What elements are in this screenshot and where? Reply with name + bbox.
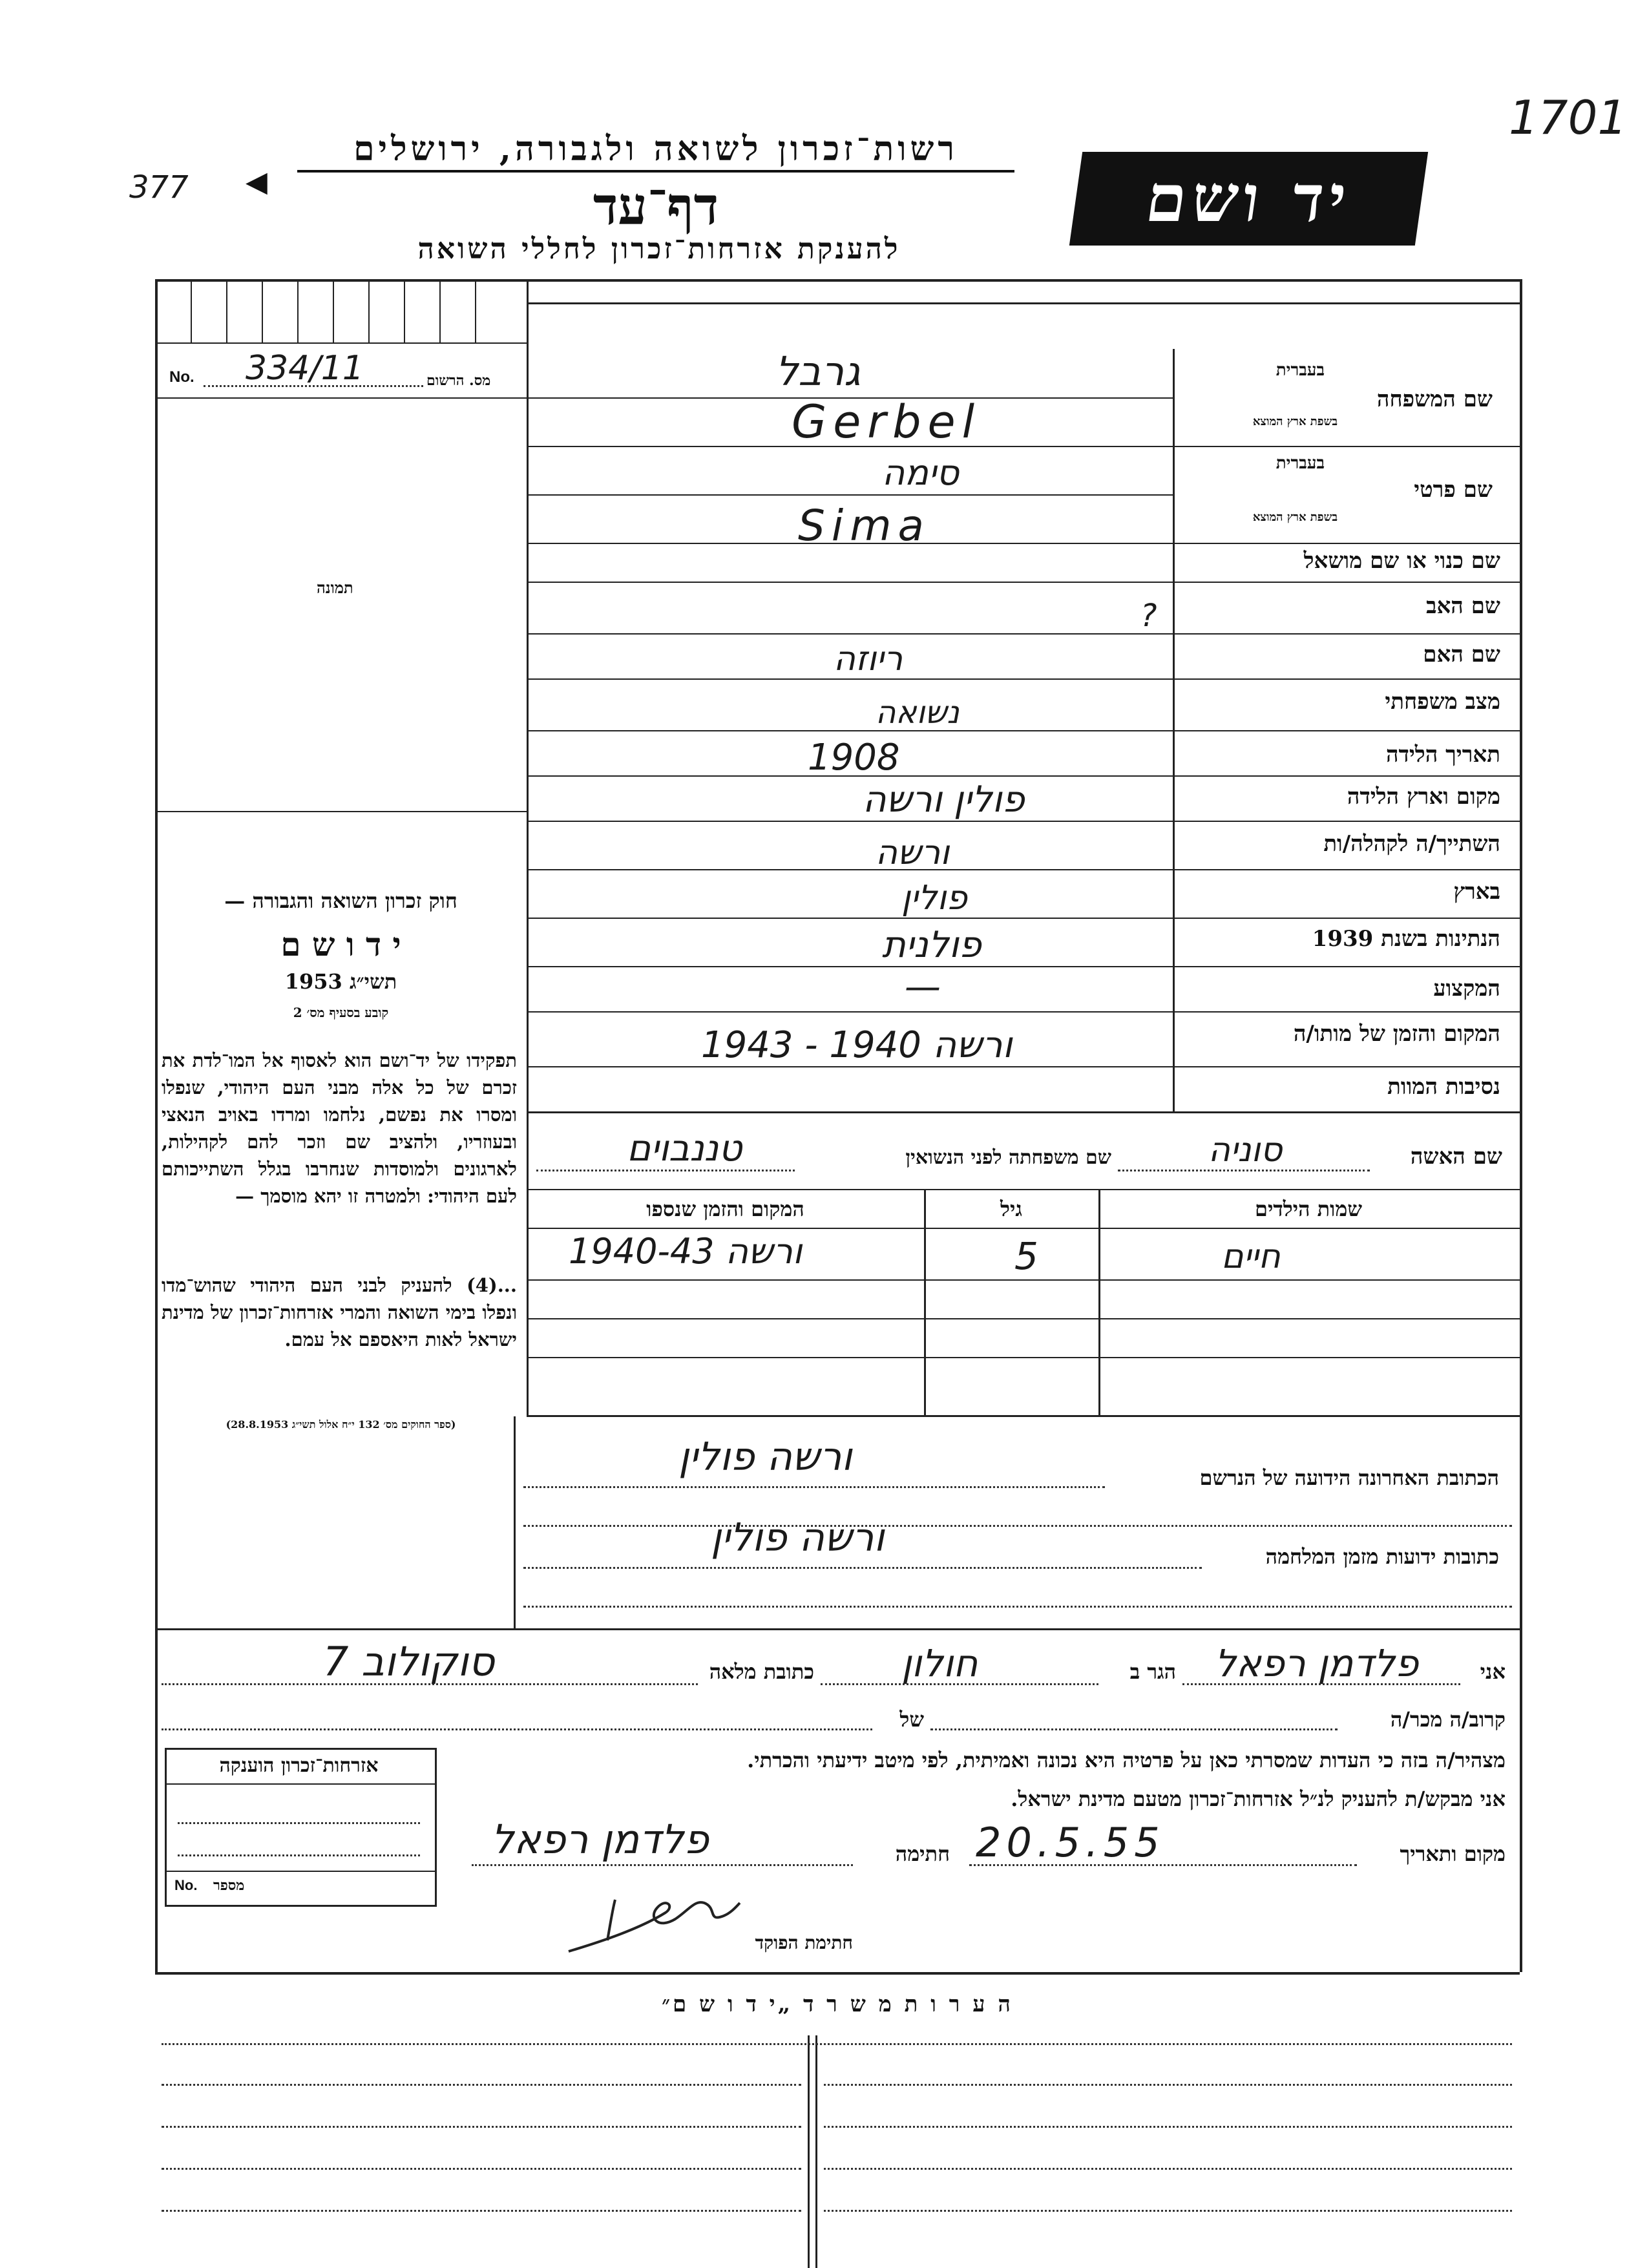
- country-value: פולין: [901, 879, 967, 918]
- last-address-value: ורשה פולין: [678, 1434, 852, 1480]
- corner-number: 1701: [1509, 90, 1627, 145]
- form-title: דף־עד: [593, 176, 719, 236]
- father-name-value: ?: [1140, 598, 1157, 634]
- relative-of-label: של: [899, 1707, 924, 1732]
- children-names-header: שמות הילדים: [1255, 1197, 1362, 1221]
- family-name-label: שם המשפחה: [1376, 386, 1493, 412]
- law-name: י ד ו ש ם: [280, 925, 401, 963]
- declarant-address-label: כתובת מלאה: [709, 1659, 814, 1684]
- death-place-value: ורשה 1940 - 1943: [701, 1024, 1013, 1066]
- citizenship-value: פולנית: [882, 924, 981, 966]
- registration-number: 334/11: [246, 349, 364, 388]
- birth-date-label: תאריך הלידה: [1385, 742, 1500, 768]
- wife-name-value: סוניה: [1208, 1131, 1283, 1170]
- declarant-name: פלדמן רפאל: [1215, 1641, 1419, 1685]
- declarant-i-label: אני: [1480, 1659, 1506, 1684]
- community-value: ורשה: [876, 834, 950, 872]
- granted-no-label: No.: [174, 1877, 198, 1893]
- citizenship-label: הנתינות בשנת 1939: [1312, 926, 1500, 952]
- granted-number-label: מספר: [213, 1877, 245, 1894]
- declarant-lives-label: הגר ב: [1129, 1659, 1176, 1684]
- war-address-label: כתובות ידועות מזמן המלחמה: [1265, 1544, 1499, 1569]
- family-name-hebrew-sublabel: בעברית: [1275, 361, 1325, 380]
- family-name-origin-sublabel: בשפת ארץ המוצא: [1252, 415, 1338, 428]
- mother-name-value: ריוזה: [834, 640, 903, 678]
- place-date-label: מקום ותאריך: [1400, 1842, 1506, 1866]
- granted-title: אזרחות־זכרון הוענקה: [219, 1754, 379, 1777]
- law-source: (ספר החוקים מס׳ 132 י״ח אלול תשי״ג 28.8.1953): [226, 1418, 456, 1431]
- first-name-latin-value: Sima: [798, 501, 930, 551]
- law-year: תשי״ג 1953: [284, 969, 397, 994]
- family-name-latin-value: Gerbel: [792, 395, 981, 448]
- org-name: רשות־זכרון לשואה ולגבורה, ירושלים: [297, 129, 1014, 173]
- yad-vashem-logo: יד ושם: [1069, 152, 1428, 246]
- children-place-header: המקום והזמן שנספו: [646, 1197, 804, 1221]
- maiden-name-value: טננבוים: [627, 1128, 742, 1170]
- photo-label: תמונה: [317, 578, 353, 597]
- margin-number: 377: [129, 169, 189, 205]
- law-paragraph-1: תפקידו של יד־ושם הוא לאסוף אל המו־לדת את זכרם של כל אלה מבני העם היהודי, שנפלו ומסרו את נפשם, נלחמו ומרדו באויב הנאצי ובעוזריו, ולהציב שם וזכר להם לקהילות, לארגונים ולמוסדות שנחרבו בגלל השתייכותם לעם היהודי: ולמטרה זו יהא מוסמך —: [162, 1049, 517, 1207]
- last-address-label: הכתובת האחרונה הידועה של הנרשם: [1199, 1465, 1499, 1490]
- child-name: חיים: [1221, 1237, 1281, 1276]
- family-name-hebrew-value: גרבל: [775, 348, 861, 395]
- signature-label: חתימה: [895, 1842, 950, 1866]
- office-notes-title: ה ע ר ו ת מ ש ר ד „י ד ו ש ם״: [662, 1991, 1013, 2017]
- law-clause: קובע בסעיף מס׳ 2: [293, 1005, 389, 1020]
- margin-mark: ◀: [246, 165, 268, 198]
- marital-status-label: מצב משפחתי: [1385, 689, 1500, 715]
- officer-signature-label: חתימת הפוקד: [755, 1932, 853, 1953]
- declarant-signature: פלדמן רפאל: [491, 1816, 709, 1863]
- first-name-origin-sublabel: בשפת ארץ המוצא: [1252, 510, 1338, 524]
- form-subtitle: להענקת אזרחות־זכרון לחללי השואה: [417, 233, 901, 266]
- country-label: בארץ: [1453, 879, 1500, 905]
- law-title: חוק זכרון השואה והגבורה —: [224, 888, 457, 913]
- declaration-line-2: אני מבקש/ת להעניק לנ״ל אזרחות־זכרון מטעם מדינת ישראל.: [1011, 1787, 1506, 1811]
- law-paragraph-2: ...(4) להעניק לבני העם היהודי שהוש־מדו ונפלו בימי השואה והמרי אזרחות־זכרון של מדינת ישראל לאות היאספם אל עמם.: [162, 1274, 517, 1350]
- death-place-label: המקום והזמן של מותו/ה: [1293, 1021, 1500, 1047]
- children-age-header: גיל: [1000, 1197, 1022, 1221]
- father-name-label: שם האב: [1426, 593, 1500, 619]
- registration-no-label: No.: [169, 368, 194, 386]
- mother-name-label: שם האם: [1423, 642, 1500, 667]
- first-name-label: שם פרטי: [1414, 477, 1493, 503]
- profession-value: —: [905, 966, 941, 1008]
- death-circumstances-label: נסיבות המוות: [1387, 1074, 1500, 1100]
- profession-label: המקצוע: [1433, 976, 1500, 1002]
- declaration-line-1: מצהיר/ה בזה כי העדות שמסרתי כאן על פרטיה היא נכונה ואמיתית, לפי מיטב ידיעתי והכרתי.: [747, 1748, 1506, 1772]
- birth-place-value: פולין ורשה: [863, 779, 1025, 821]
- nickname-label: שם כנוי או שם מושאל: [1303, 548, 1500, 574]
- declarant-address: סוקולוב 7: [323, 1638, 495, 1685]
- wife-name-label: שם האשה: [1410, 1144, 1502, 1170]
- marital-status-value: נשואה: [876, 695, 960, 731]
- relative-label: קרוב/ה מכר/ה: [1390, 1707, 1506, 1732]
- first-name-hebrew-sublabel: בעברית: [1275, 454, 1325, 473]
- maiden-name-label: שם משפחתה לפני הנשואין: [905, 1146, 1111, 1169]
- registration-label: מס. הרשום: [426, 372, 491, 389]
- declarant-city: חולון: [901, 1641, 978, 1685]
- child-death-place: ורשה 1940-43: [569, 1231, 803, 1272]
- birth-place-label: מקום וארץ הלידה: [1347, 784, 1500, 810]
- war-address-value: ורשה פולין: [711, 1515, 885, 1560]
- officer-signature: [562, 1884, 743, 1961]
- child-age: 5: [1014, 1234, 1038, 1278]
- community-label: השתייך/ה לקהלה/ות: [1323, 831, 1500, 857]
- declaration-date: 20.5.55: [976, 1819, 1165, 1866]
- birth-date-value: 1908: [808, 737, 900, 779]
- first-name-hebrew-value: סימה: [882, 452, 960, 493]
